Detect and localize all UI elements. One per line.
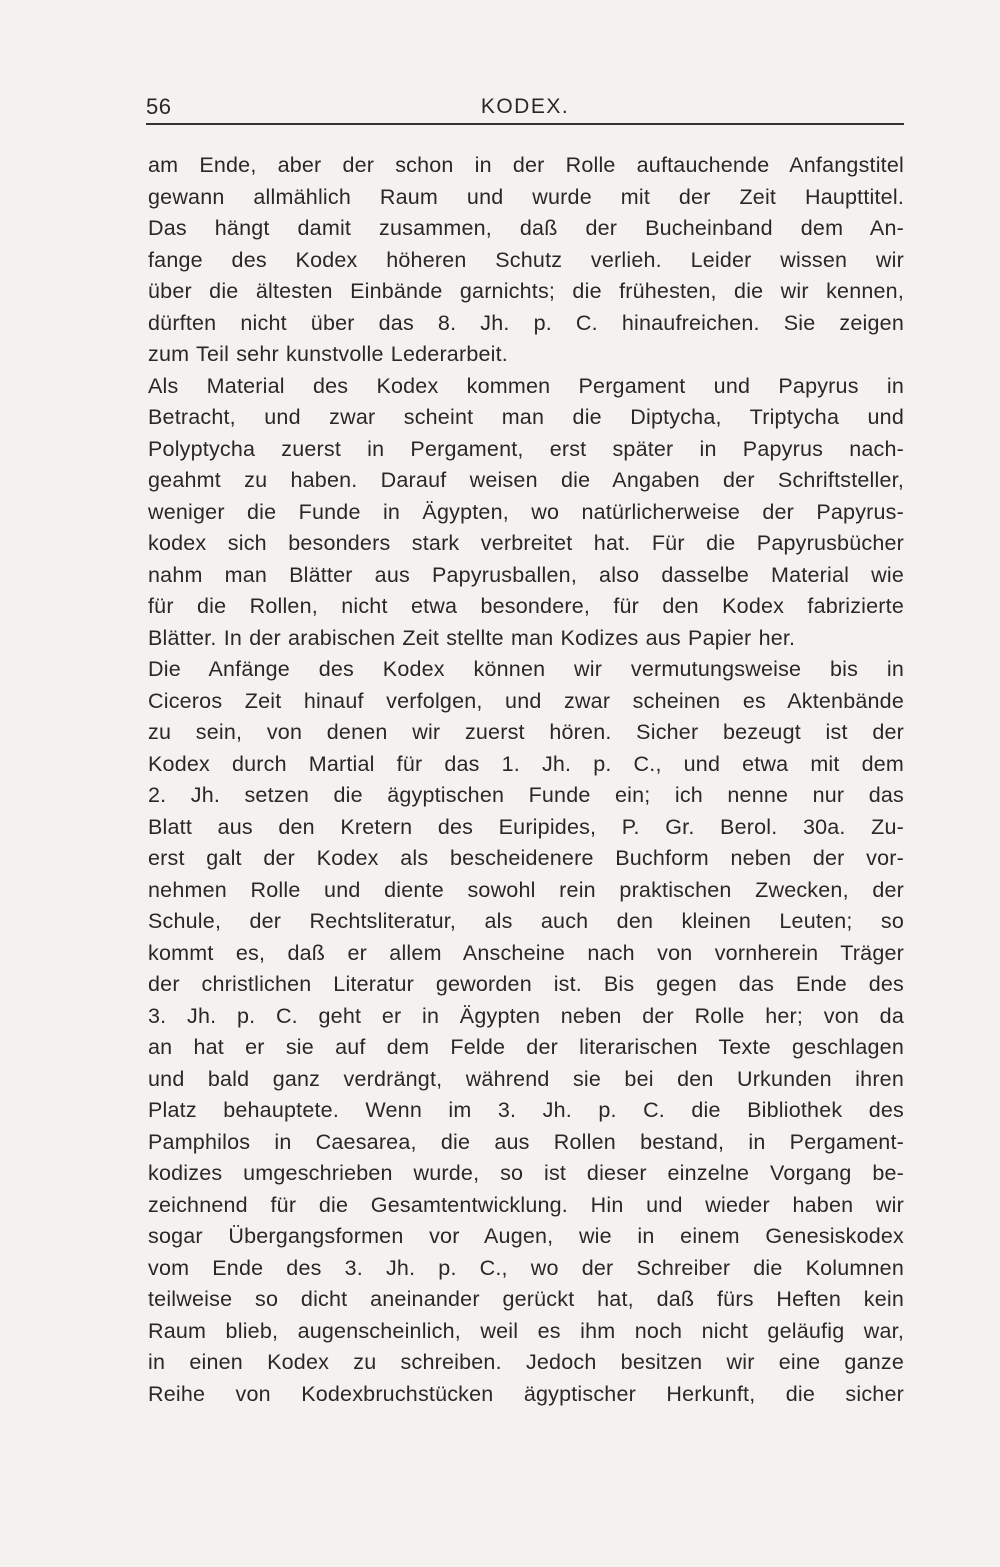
text-line: weniger die Funde in Ägypten, wo natürlicherweise der Papyrus- xyxy=(148,499,904,524)
text-line: Das hängt damit zusammen, daß der Bucheinband dem An- xyxy=(148,216,904,240)
text-line: kodex sich besonders stark verbreitet hat. Für die Papyrusbücher xyxy=(148,531,904,555)
text-line: vom Ende des 3. Jh. p. C., wo der Schreiber die Kolumnen xyxy=(148,1255,904,1280)
text-line: 2. Jh. setzen die ägyptischen Funde ein; ich nenne nur das xyxy=(148,783,904,807)
text-line: über die ältesten Einbände garnichts; die frühesten, die wir kennen, xyxy=(148,279,904,303)
text-line: Ciceros Zeit hinauf verfolgen, und zwar scheinen es Aktenbände xyxy=(148,688,904,713)
text-line: zum Teil sehr kunstvolle Lederarbeit. xyxy=(148,342,508,366)
text-line: der christlichen Literatur geworden ist. Bis gegen das Ende des xyxy=(148,972,904,996)
text-line: geahmt zu haben. Darauf weisen die Angaben der Schriftsteller, xyxy=(148,468,904,492)
text-line: erst galt der Kodex als bescheidenere Buchform neben der vor- xyxy=(148,846,904,870)
text-line: Blätter. In der arabischen Zeit stellte man Kodizes aus Papier her. xyxy=(148,625,796,650)
text-line: gewann allmählich Raum und wurde mit der Zeit Haupttitel. xyxy=(148,184,904,209)
header-rule xyxy=(146,123,904,125)
text-line: Blatt aus den Kretern des Euripides, P. Gr. Berol. 30a. Zu- xyxy=(148,814,904,839)
text-line: dürften nicht über das 8. Jh. p. C. hinaufreichen. Sie zeigen xyxy=(148,310,904,335)
text-line: 3. Jh. p. C. geht er in Ägypten neben der Rolle her; von da xyxy=(148,1003,904,1028)
text-line: zu sein, von denen wir zuerst hören. Sicher bezeugt ist der xyxy=(148,720,904,744)
text-line: Platz behauptete. Wenn im 3. Jh. p. C. die Bibliothek des xyxy=(148,1098,904,1122)
running-title: KODEX. xyxy=(480,95,570,118)
text-line: nahm man Blätter aus Papyrusballen, also dasselbe Material wie xyxy=(148,562,904,587)
text-line: Die Anfänge des Kodex können wir vermutungsweise bis in xyxy=(148,657,904,681)
text-line: an hat er sie auf dem Felde der literarischen Texte geschlagen xyxy=(148,1035,904,1059)
text-line: Pamphilos in Caesarea, die aus Rollen bestand, in Pergament- xyxy=(148,1129,904,1154)
page-header xyxy=(146,92,904,122)
text-line: teilweise so dicht aneinander gerückt hat, daß fürs Heften kein xyxy=(148,1287,904,1311)
text-line: in einen Kodex zu schreiben. Jedoch besitzen wir eine ganze xyxy=(148,1350,904,1374)
text-line: fange des Kodex höheren Schutz verlieh. Leider wissen wir xyxy=(148,247,904,272)
page-number: 56 xyxy=(146,94,172,119)
text-line: Kodex durch Martial für das 1. Jh. p. C., und etwa mit dem xyxy=(148,751,904,776)
text-line: Als Material des Kodex kommen Pergament und Papyrus in xyxy=(148,373,904,398)
text-line: sogar Übergangsformen vor Augen, wie in einem Genesiskodex xyxy=(148,1224,904,1248)
text-line: zeichnend für die Gesamtentwicklung. Hin und wieder haben wir xyxy=(148,1192,904,1217)
text-line: Reihe von Kodexbruchstücken ägyptischer Herkunft, die sicher xyxy=(148,1381,904,1406)
text-line: am Ende, aber der schon in der Rolle auftauchende Anfangstitel xyxy=(148,153,904,177)
text-line: Raum blieb, augenscheinlich, weil es ihm noch nicht geläufig war, xyxy=(148,1318,904,1343)
text-line: kommt es, daß er allem Anscheine nach von vornherein Träger xyxy=(148,940,904,965)
text-line: nehmen Rolle und diente sowohl rein praktischen Zwecken, der xyxy=(148,877,904,902)
text-line: Polyptycha zuerst in Pergament, erst später in Papyrus nach- xyxy=(148,436,904,461)
text-line: für die Rollen, nicht etwa besondere, für den Kodex fabrizierte xyxy=(148,594,904,618)
text-line: Schule, der Rechtsliteratur, als auch den kleinen Leuten; so xyxy=(148,909,904,933)
text-line: Betracht, und zwar scheint man die Diptycha, Triptycha und xyxy=(148,405,904,429)
text-line: kodizes umgeschrieben wurde, so ist dieser einzelne Vorgang be- xyxy=(148,1161,904,1185)
text-line: und bald ganz verdrängt, während sie bei den Urkunden ihren xyxy=(148,1066,904,1091)
body-text xyxy=(148,150,904,1410)
